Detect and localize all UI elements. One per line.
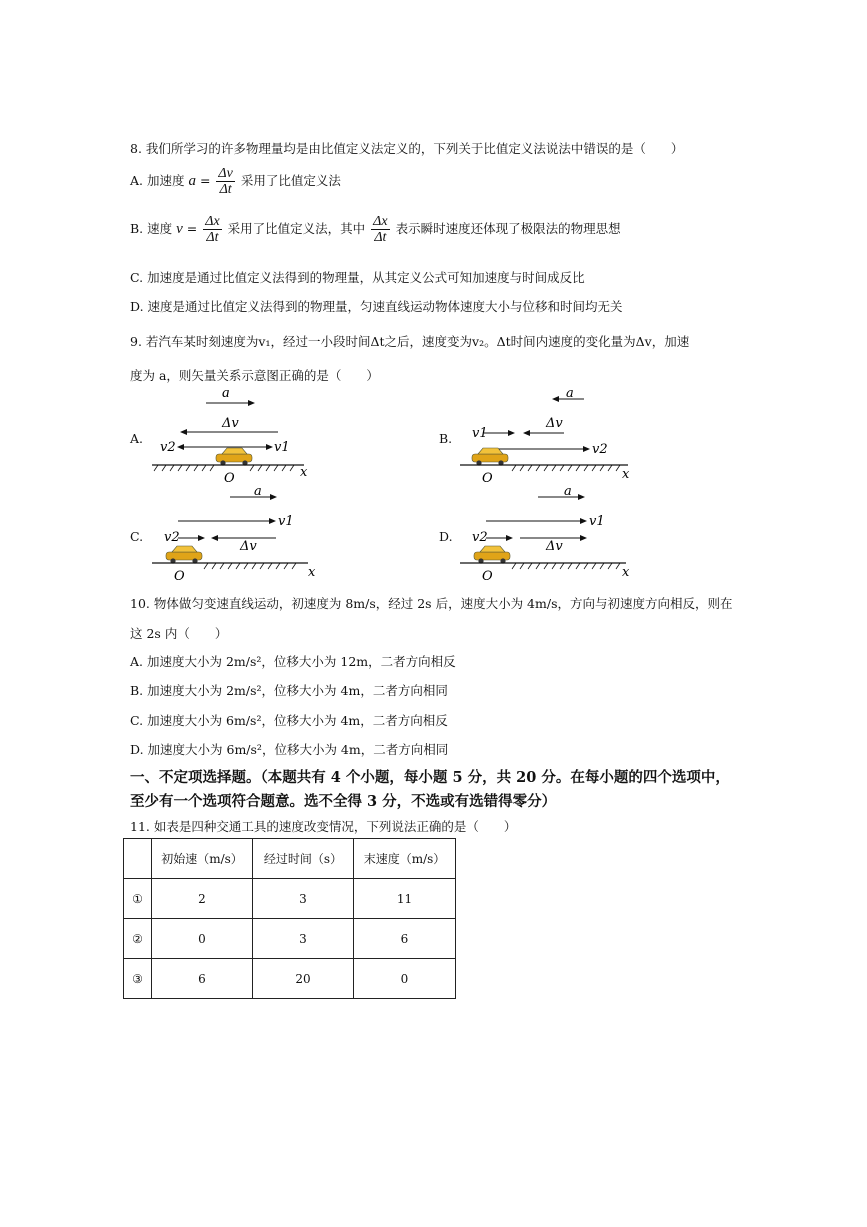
table-header-cell: 经过时间（s） xyxy=(253,839,354,879)
table-row xyxy=(124,959,456,999)
q8-a-den: Δt xyxy=(219,182,232,197)
q9-d-v1-label: v1 xyxy=(589,514,605,529)
q9-diagram-c-label: C. xyxy=(130,529,144,544)
q9-diagram-c xyxy=(148,483,323,583)
q10-stem-line2: 这 2s 内（ ） xyxy=(130,626,228,641)
table-cell: 3 xyxy=(253,919,354,959)
table-row xyxy=(124,879,456,919)
q9-stem-line2: 度为 a，则矢量关系示意图正确的是（ ） xyxy=(130,368,379,383)
q8-option-b xyxy=(130,214,621,245)
q8-stem: 8. 我们所学习的许多物理量均是由比值定义法定义的，下列关于比值定义法说法中错误的是（ ） xyxy=(130,141,684,156)
q9-diagram-d-label: D. xyxy=(439,529,453,544)
table-header-cell: 初始速（m/s） xyxy=(152,839,253,879)
q9-c-x-label: x xyxy=(308,565,316,580)
q9-b-x-label: x xyxy=(622,467,630,482)
q11-stem: 11. 如表是四种交通工具的速度改变情况，下列说法正确的是（ ） xyxy=(130,819,517,834)
q9-a-x-label: x xyxy=(300,465,308,480)
q9-d-v2-label: v2 xyxy=(472,530,488,545)
table-header-row xyxy=(124,839,456,879)
q10-stem-line1: 10. 物体做匀变速直线运动，初速度为 8m/s，经过 2s 后，速度大小为 4m/s，方向与初速度方向相反，则在 xyxy=(130,596,733,611)
q9-c-dv-label: Δv xyxy=(240,539,257,554)
q9-d-dv-label: Δv xyxy=(546,539,563,554)
q9-b-accel-label: a xyxy=(566,386,574,401)
q9-diagram-a-label: A. xyxy=(130,431,144,446)
car-icon xyxy=(166,546,202,564)
q10-option-d: D. 加速度大小为 6m/s²，位移大小为 4m，二者方向相同 xyxy=(130,742,449,757)
q9-a-v2-label: v2 xyxy=(160,440,176,455)
q9-b-v1-label: v1 xyxy=(472,426,488,441)
q8-option-d: D. 速度是通过比值定义法得到的物理量，匀速直线运动物体速度大小与位移和时间均无关 xyxy=(130,299,623,314)
q9-diagram-a xyxy=(148,385,318,485)
q10-option-a: A. 加速度大小为 2m/s²，位移大小为 12m，二者方向相反 xyxy=(130,654,456,669)
table-cell: 0 xyxy=(354,959,456,999)
q8-a-symbol: a xyxy=(188,173,196,189)
q9-b-v2-label: v2 xyxy=(592,442,608,457)
q8-option-c: C. 加速度是通过比值定义法得到的物理量，从其定义公式可知加速度与时间成反比 xyxy=(130,270,585,285)
section-header-line2: 至少有一个选项符合题意。选不全得 3 分，不选或有选错得零分） xyxy=(130,793,557,810)
q9-stem-line1: 9. 若汽车某时刻速度为v₁，经过一小段时间Δt之后，速度变为v₂。Δt时间内速度的变化量为Δv，加速 xyxy=(130,334,690,349)
section-header-line1: 一、不定项选择题。（本题共有 4 个小题，每小题 5 分，共 20 分。在每小题的四个选项中， xyxy=(130,769,730,786)
table-cell: 6 xyxy=(152,959,253,999)
table-cell: 3 xyxy=(253,879,354,919)
q9-c-accel-label: a xyxy=(254,484,262,499)
q8-a-prefix: A. 加速度 xyxy=(130,173,185,188)
q9-c-v1-label: v1 xyxy=(278,514,294,529)
q8-b-prefix: B. 速度 xyxy=(130,221,173,236)
q8-b-suffix: 表示瞬时速度还体现了极限法的物理思想 xyxy=(395,221,621,236)
table-cell: 11 xyxy=(354,879,456,919)
table-cell: 0 xyxy=(152,919,253,959)
car-icon xyxy=(216,448,252,466)
q8-b-num: Δx xyxy=(205,214,220,229)
table-header-cell: 末速度（m/s） xyxy=(354,839,456,879)
q8-b-fraction xyxy=(203,214,221,245)
table-row xyxy=(124,919,456,959)
table-cell: ① xyxy=(124,879,152,919)
q9-b-origin-label: O xyxy=(482,471,493,485)
q8-a-fraction xyxy=(216,166,234,197)
table-cell: 2 xyxy=(152,879,253,919)
q8-a-num: Δv xyxy=(218,166,233,181)
table-cell: ② xyxy=(124,919,152,959)
table-cell: ③ xyxy=(124,959,152,999)
q8-a-eq: = xyxy=(199,173,211,188)
q10-option-c: C. 加速度大小为 6m/s²，位移大小为 4m，二者方向相反 xyxy=(130,713,448,728)
q8-b-eq: = xyxy=(186,221,198,236)
car-icon xyxy=(474,546,510,564)
q8-b-middle: 采用了比值定义法，其中 xyxy=(227,221,366,236)
q8-b-num2: Δx xyxy=(373,214,388,229)
q9-d-x-label: x xyxy=(622,565,630,580)
q9-diagram-b-label: B. xyxy=(439,431,453,446)
q9-diagram-d xyxy=(456,483,636,583)
q11-table xyxy=(123,838,456,999)
q9-c-origin-label: O xyxy=(174,569,185,583)
q9-b-dv-label: Δv xyxy=(546,416,563,431)
q9-a-origin-label: O xyxy=(224,471,235,485)
table-header-cell xyxy=(124,839,152,879)
q8-a-suffix: 采用了比值定义法 xyxy=(240,173,341,188)
q9-diagram-b xyxy=(456,385,636,485)
q9-d-origin-label: O xyxy=(482,569,493,583)
table-cell: 6 xyxy=(354,919,456,959)
q9-a-dv-label: Δv xyxy=(222,416,239,431)
q9-d-accel-label: a xyxy=(564,484,572,499)
q8-b-symbol: v xyxy=(176,221,183,237)
car-icon xyxy=(472,448,508,466)
q8-b-den2: Δt xyxy=(374,230,387,245)
q9-a-accel-label: a xyxy=(222,385,230,401)
q9-a-v1-label: v1 xyxy=(274,440,290,455)
q10-option-b: B. 加速度大小为 2m/s²，位移大小为 4m，二者方向相同 xyxy=(130,683,448,698)
q8-option-a xyxy=(130,166,341,197)
q8-b-den: Δt xyxy=(206,230,219,245)
table-cell: 20 xyxy=(253,959,354,999)
q8-b-fraction2 xyxy=(371,214,389,245)
q9-c-v2-label: v2 xyxy=(164,530,180,545)
